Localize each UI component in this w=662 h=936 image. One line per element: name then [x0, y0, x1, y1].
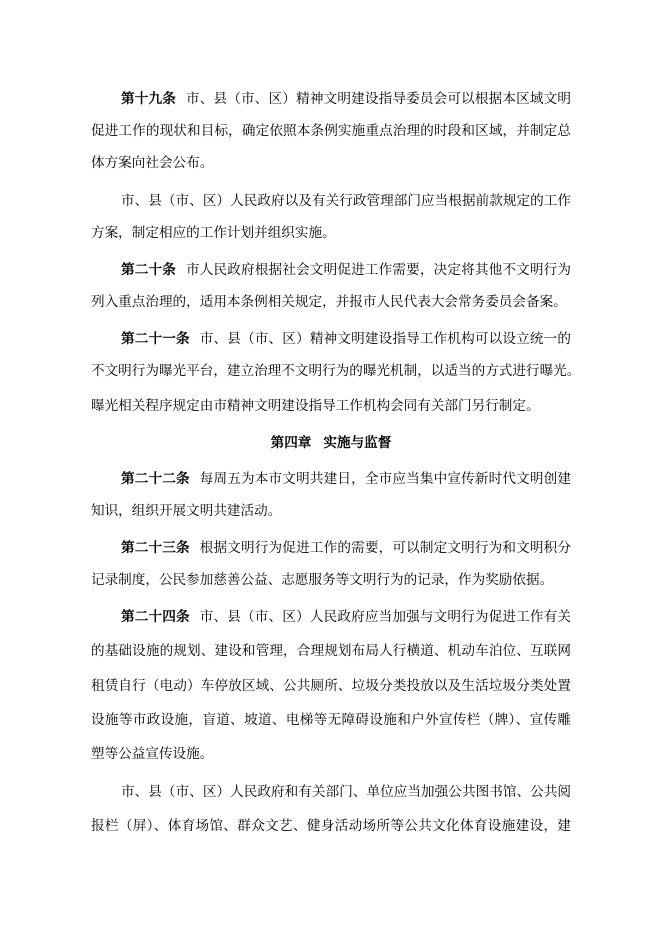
article-24-para2-line-1: 市、县（市、区）人民政府和有关部门、单位应当加强公共图书馆、公共阅 [121, 784, 571, 800]
article-19-para2-line-2: 方案，制定相应的工作计划并组织实施。 [91, 225, 336, 241]
article-23-line-1: 第二十三条 根据文明行为促进工作的需要，可以制定文明行为和文明积分 [121, 540, 572, 556]
article-21-line-2: 不文明行为曝光平台，建立治理不文明行为的曝光机制，以适当的方式进行曝光。 [91, 363, 581, 379]
article-23-label: 第二十三条 [121, 540, 190, 556]
article-23-line-2: 记录制度，公民参加慈善公益、志愿服务等文明行为的记录，作为奖励依据。 [91, 572, 554, 588]
chapter-number: 第四章 [270, 435, 312, 451]
chapter-heading [0, 432, 662, 454]
article-19-line-2: 促进工作的现状和目标，确定依照本条例实施重点治理的时段和区域，并制定总 [91, 123, 571, 139]
article-21-label: 第二十一条 [121, 331, 190, 347]
article-24-line-2: 的基础设施的规划、建设和管理，合理规划布局人行横道、机动车泊位、互联网 [91, 643, 571, 659]
article-24-line-3: 租赁自行（电动）车停放区域、公共厕所、垃圾分类投放以及生活垃圾分类处置 [91, 678, 571, 694]
article-19-line-1: 第十九条 市、县（市、区）精神文明建设指导委员会可以根据本区域文明 [121, 91, 572, 107]
article-20-label: 第二十条 [121, 262, 177, 278]
article-20-line-1: 第二十条 市人民政府根据社会文明促进工作需要，决定将其他不文明行为 [121, 262, 572, 278]
article-20-line-2: 列入重点治理的，适用本条例相关规定，并报市人民代表大会常务委员会备案。 [91, 294, 567, 310]
article-21-line-1: 第二十一条 市、县（市、区）精神文明建设指导工作机构可以设立统一的 [121, 331, 572, 347]
article-24-line-5: 塑等公益宣传设施。 [91, 746, 214, 762]
article-19-label: 第十九条 [121, 91, 177, 107]
article-19-para2-line-1: 市、县（市、区）人民政府以及有关行政管理部门应当根据前款规定的工作 [121, 193, 571, 209]
chapter-title: 实施与监督 [323, 435, 392, 451]
article-22-line-1: 第二十二条 每周五为本市文明共建日，全市应当集中宣传新时代文明创建 [121, 471, 572, 487]
article-22-line-2: 知识，组织开展文明共建活动。 [91, 503, 282, 519]
article-21-line-3: 曝光相关程序规定由市精神文明建设指导工作机构会同有关部门另行制定。 [91, 398, 540, 414]
article-22-label: 第二十二条 [121, 471, 190, 487]
article-19-line-3: 体方案向社会公布。 [91, 155, 214, 171]
article-24-label: 第二十四条 [121, 609, 190, 625]
article-24-line-1: 第二十四条 市、县（市、区）人民政府应当加强与文明行为促进工作有关 [121, 609, 572, 625]
article-24-para2-line-2: 报栏（屏）、体育场馆、群众文艺、健身活动场所等公共文化体育设施建设，建 [91, 818, 571, 834]
article-24-line-4: 设施等市政设施，盲道、坡道、电梯等无障碍设施和户外宣传栏（牌）、宣传雕 [91, 712, 571, 728]
